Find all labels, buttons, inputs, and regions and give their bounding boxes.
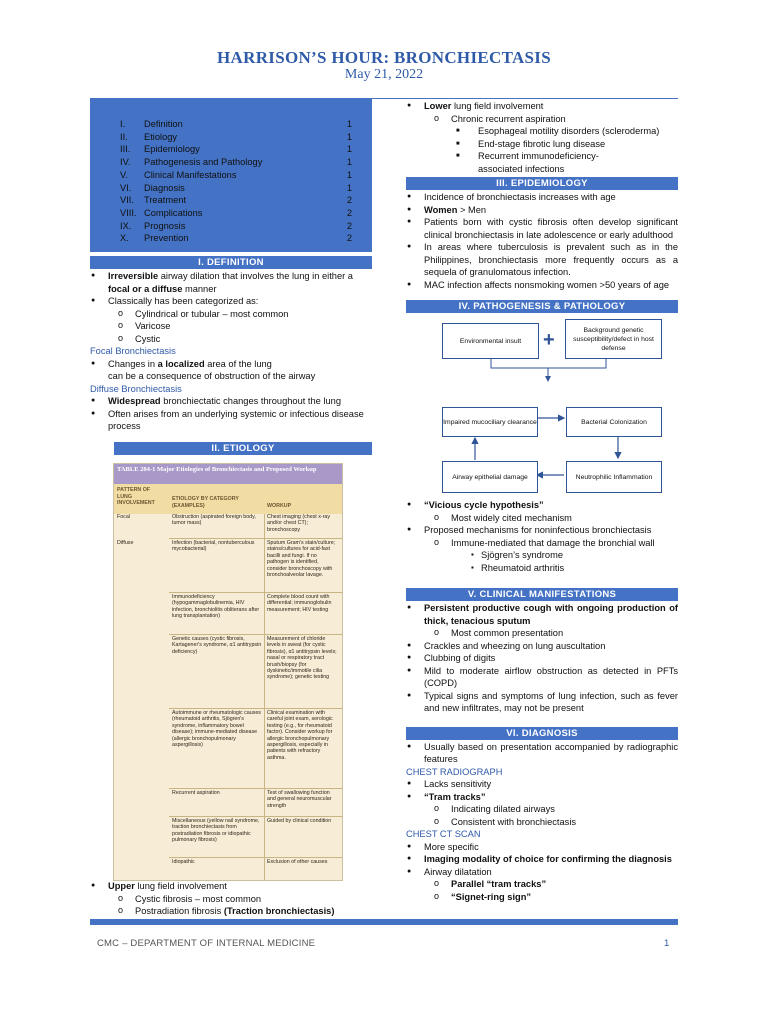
list-item: ● Patients born with cystic fibrosis often develop significant clinical bronchiectasis in late adolescence or early adulthood bbox=[406, 216, 678, 241]
toc-item-number: IV. bbox=[120, 157, 131, 168]
document-date: May 21, 2022 bbox=[344, 67, 424, 82]
toc-item-label: Prevention bbox=[144, 233, 189, 244]
page-number: 1 bbox=[664, 938, 670, 949]
toc-item bbox=[120, 207, 352, 221]
list-item: ■ End-stage fibrotic lung disease bbox=[406, 138, 678, 151]
list-item: o Cystic bbox=[90, 333, 372, 346]
etiology-table bbox=[113, 463, 343, 881]
box-mucociliary-clearance: Impaired mucociliary clearance bbox=[442, 407, 538, 437]
toc-item-label: Prognosis bbox=[144, 220, 186, 231]
merge-connector bbox=[491, 359, 606, 368]
list-item: ● Irreversible airway dilation that involves the lung in either a focal or a diffuse manner bbox=[90, 270, 372, 295]
list-item: o Cylindrical or tubular – most common bbox=[90, 308, 372, 321]
box-neutrophilic-inflammation: Neutrophilic Inflammation bbox=[566, 461, 662, 493]
subheading-diffuse: Diffuse Bronchiectasis bbox=[90, 383, 182, 394]
toc-item-page: 2 bbox=[346, 207, 352, 218]
toc-item-label: Clinical Manifestations bbox=[144, 169, 237, 180]
toc-item-number: V. bbox=[120, 169, 128, 180]
table-cell-workup: Clinical examination with careful joint exam, serologic testing (e.g., for rheumatoid factor). Consider workup for allergic bronchopulmonary aspergillosis, especially in patients with refractory asthma. bbox=[267, 710, 333, 761]
list-item: o Postradiation fibrosis (Traction bronchiectasis) bbox=[90, 905, 372, 918]
toc-item bbox=[120, 131, 352, 145]
toc-item-page: 2 bbox=[346, 195, 352, 206]
table-cell-workup: Complete blood count with differential; immunoglobulin measurement; HIV testing bbox=[267, 594, 332, 613]
list-item: o Consistent with bronchiectasis bbox=[406, 816, 678, 829]
list-item: o Chronic recurrent aspiration bbox=[406, 113, 678, 126]
table-cell-workup: Measurement of chloride levels in sweat (for cystic fibrosis), α1 antitrypsin levels; nasal or respiratory tract brush/biopsy (for dyskinetic/immotile cilia syndrome); genetic testing bbox=[267, 636, 337, 681]
toc-item-page: 1 bbox=[346, 169, 352, 180]
list-item: ● Proposed mechanisms for noninfectious bronchiectasis bbox=[406, 524, 678, 537]
table-cell-etiology: Obstruction (aspirated foreign body, tumor mass) bbox=[172, 514, 256, 527]
toc-item-page: 1 bbox=[346, 144, 352, 155]
toc-item-label: Treatment bbox=[144, 195, 187, 206]
toc-item-label: Definition bbox=[144, 119, 183, 129]
list-item: ● Often arises from an underlying systemic or infectious disease process bbox=[90, 408, 372, 433]
list-item: ● MAC infection affects nonsmoking women >50 years of age bbox=[406, 279, 678, 292]
table-row-divider bbox=[169, 634, 342, 635]
toc-item bbox=[120, 144, 352, 157]
toc-item bbox=[120, 195, 352, 208]
box-airway-damage: Airway epithelial damage bbox=[442, 461, 538, 493]
table-cell-etiology: Autoimmune or rheumatologic causes (rheumatoid arthritis, Sjögren's syndrome, inflammatory bowel disease); immune-mediated disease (allergic bronchopulmonary aspergillosis) bbox=[172, 710, 261, 749]
table-header bbox=[114, 484, 342, 514]
section-heading-diagnosis: VI. DIAGNOSIS bbox=[406, 727, 678, 740]
toc-item bbox=[120, 157, 352, 170]
list-item: ● Lacks sensitivity bbox=[406, 778, 678, 791]
table-col-workup: WORKUP bbox=[267, 503, 292, 509]
table-row-divider bbox=[169, 788, 342, 789]
list-item: ● More specific bbox=[406, 841, 678, 854]
toc-item-page: 1 bbox=[346, 131, 352, 142]
toc-item bbox=[120, 169, 352, 183]
toc-item-number: VII. bbox=[120, 195, 134, 206]
footer-department: CMC – DEPARTMENT OF INTERNAL MEDICINE bbox=[97, 938, 316, 949]
table-cell-etiology: Immunodeficiency (hypogammaglobulinemia, HIV infection, bronchiolitis obliterans after lung transplantation) bbox=[172, 594, 260, 620]
toc-item-label: Epidemiology bbox=[144, 144, 200, 155]
table-title: TABLE 284-1 Major Etiologies of Bronchiectasis and Proposed Workup bbox=[114, 464, 342, 484]
list-item: ● Classically has been categorized as: bbox=[90, 295, 372, 308]
table-row-divider bbox=[169, 816, 342, 817]
table-cell-workup: Chest imaging (chest x-ray and/or chest CT); bronchoscopy bbox=[267, 514, 330, 533]
toc-item-number: III. bbox=[120, 144, 131, 155]
table-row-divider bbox=[169, 592, 342, 593]
table-row-divider bbox=[169, 538, 342, 539]
list-item: ■ Esophageal motility disorders (scleroderma) bbox=[406, 125, 678, 138]
right-column-top bbox=[406, 100, 678, 313]
toc-item-page: 1 bbox=[346, 182, 352, 193]
list-item: ● Clubbing of digits bbox=[406, 652, 678, 665]
table-row-divider bbox=[169, 857, 342, 858]
toc-item bbox=[120, 182, 352, 196]
section-heading-definition: I. DEFINITION bbox=[90, 256, 372, 269]
list-item: o Varicose bbox=[90, 320, 372, 333]
toc-item-page: 2 bbox=[346, 220, 352, 231]
table-cell-pattern: Focal bbox=[117, 514, 130, 520]
list-item: ● “Vicious cycle hypothesis” bbox=[406, 499, 678, 512]
toc-item-label: Etiology bbox=[144, 131, 178, 142]
list-item: ● Women > Men bbox=[406, 204, 678, 217]
table-col-etiology: ETIOLOGY BY CATEGORY (EXAMPLES) bbox=[172, 496, 239, 509]
vicious-cycle-diagram bbox=[430, 315, 670, 495]
list-item: o Cystic fibrosis – most common bbox=[90, 893, 372, 906]
table-cell-workup: Test of swallowing function and general neuromuscular strength bbox=[267, 790, 332, 809]
list-item: o Parallel “tram tracks” bbox=[406, 878, 678, 891]
list-item: ▪ Sjögren’s syndrome bbox=[406, 549, 678, 562]
section-heading-epidemiology: III. EPIDEMIOLOGY bbox=[406, 177, 678, 190]
list-item: ● Typical signs and symptoms of lung infection, such as fever and new infiltrates, may not be present bbox=[406, 690, 678, 715]
document-title: HARRISON’S HOUR: BRONCHIECTASIS bbox=[217, 48, 551, 67]
toc-item-number: II. bbox=[120, 131, 128, 142]
table-column-divider bbox=[264, 514, 265, 880]
list-item: o “Signet-ring sign” bbox=[406, 891, 678, 904]
toc-item-page: 1 bbox=[346, 157, 352, 168]
subheading-chest-radiograph: CHEST RADIOGRAPH bbox=[406, 766, 503, 777]
upper-lung-list bbox=[90, 880, 372, 918]
table-cell-etiology: Idiopathic bbox=[172, 859, 195, 865]
list-item: ● Incidence of bronchiectasis increases with age bbox=[406, 191, 678, 204]
table-cell-pattern: Diffuse bbox=[117, 540, 134, 546]
table-cell-etiology: Miscellaneous (yellow nail syndrome, traction bronchiectasis from postradiation fibrosis or idiopathic pulmonary fibrosis) bbox=[172, 818, 260, 844]
table-row-divider bbox=[169, 708, 342, 709]
section-heading-pathogenesis: IV. PATHOGENESIS & PATHOLOGY bbox=[406, 300, 678, 313]
toc-item bbox=[120, 233, 352, 246]
table-cell-etiology: Recurrent aspiration bbox=[172, 790, 220, 796]
subheading-focal: Focal Bronchiectasis bbox=[90, 346, 176, 356]
table-cell-workup: Sputum Gram's stain/culture; stains/cultures for acid-fast bacilli and fungi. If no pathogen is identified, consider bronchoscopy with bronchoalveolar lavage. bbox=[267, 540, 336, 579]
subheading-chest-ct: CHEST CT SCAN bbox=[406, 829, 481, 839]
footer-bar bbox=[90, 919, 678, 925]
toc-item-number: X. bbox=[120, 233, 129, 244]
toc-item-page: 2 bbox=[346, 233, 352, 244]
list-item: ● Changes in a localized area of the lung can be a consequence of obstruction of the airway bbox=[90, 358, 372, 383]
list-item: ● Crackles and wheezing on lung auscultation bbox=[406, 640, 678, 653]
list-item: ● Persistent productive cough with ongoing production of thick, tenacious sputum bbox=[406, 602, 678, 627]
list-item: o Indicating dilated airways bbox=[406, 803, 678, 816]
toc-item-number: VIII. bbox=[120, 207, 137, 218]
list-item: o Most widely cited mechanism bbox=[406, 512, 678, 525]
list-item: ■ Recurrent immunodeficiency-associated infections bbox=[406, 150, 678, 175]
list-item: ● Upper lung field involvement bbox=[90, 880, 372, 893]
list-item: o Immune-mediated that damage the bronchial wall bbox=[406, 537, 678, 550]
box-environmental-insult: Environmental insult bbox=[442, 323, 539, 359]
table-cell-workup: Guided by clinical condition bbox=[267, 818, 332, 824]
list-item: ● Airway dilatation bbox=[406, 866, 678, 879]
toc-item-label: Diagnosis bbox=[144, 182, 185, 193]
box-genetic-susceptibility: Background genetic susceptibility/defect in host defense bbox=[565, 319, 662, 359]
left-column bbox=[90, 256, 372, 455]
toc-item-label: Pathogenesis and Pathology bbox=[144, 157, 263, 168]
toc-item bbox=[120, 119, 352, 132]
list-item: ● In areas where tuberculosis is prevalent such as in the Philippines, bronchiectasis more frequently occurs as a sequela of granulomatous infection. bbox=[406, 241, 678, 279]
toc-item-number: IX. bbox=[120, 220, 132, 231]
box-bacterial-colonization: Bacterial Colonization bbox=[566, 407, 662, 437]
table-cell-etiology: Genetic causes (cystic fibrosis, Kartagener's syndrome, α1 antitrypsin deficiency) bbox=[172, 636, 262, 655]
list-item: ● “Tram tracks” bbox=[406, 791, 678, 804]
toc-item-page: 1 bbox=[346, 119, 352, 129]
toc-item bbox=[120, 220, 352, 234]
table-cell-etiology: Infection (bacterial, nontuberculous mycobacterial) bbox=[172, 540, 255, 553]
list-item: ● Lower lung field involvement bbox=[406, 100, 678, 113]
list-item: ● Usually based on presentation accompanied by radiographic features bbox=[406, 741, 678, 766]
list-item: ● Mild to moderate airflow obstruction as detected in PFTs (COPD) bbox=[406, 665, 678, 690]
list-item: ▪ Rheumatoid arthritis bbox=[406, 562, 678, 575]
section-heading-clinical: V. CLINICAL MANIFESTATIONS bbox=[406, 588, 678, 601]
toc-item-number: I. bbox=[120, 119, 126, 129]
table-of-contents bbox=[90, 98, 372, 252]
right-column-bottom bbox=[406, 499, 678, 903]
toc-item-label: Complications bbox=[144, 207, 203, 218]
table-col-pattern: PATTERN OF LUNG INVOLVEMENT bbox=[117, 487, 155, 506]
plus-icon: + bbox=[543, 329, 555, 351]
toc-item-number: VI. bbox=[120, 182, 132, 193]
section-heading-etiology: II. ETIOLOGY bbox=[114, 442, 372, 455]
list-item: ● Widespread bronchiectatic changes throughout the lung bbox=[90, 395, 372, 408]
table-cell-workup: Exclusion of other causes bbox=[267, 859, 328, 865]
list-item: ● Imaging modality of choice for confirming the diagnosis bbox=[406, 853, 678, 866]
list-item: o Most common presentation bbox=[406, 627, 678, 640]
